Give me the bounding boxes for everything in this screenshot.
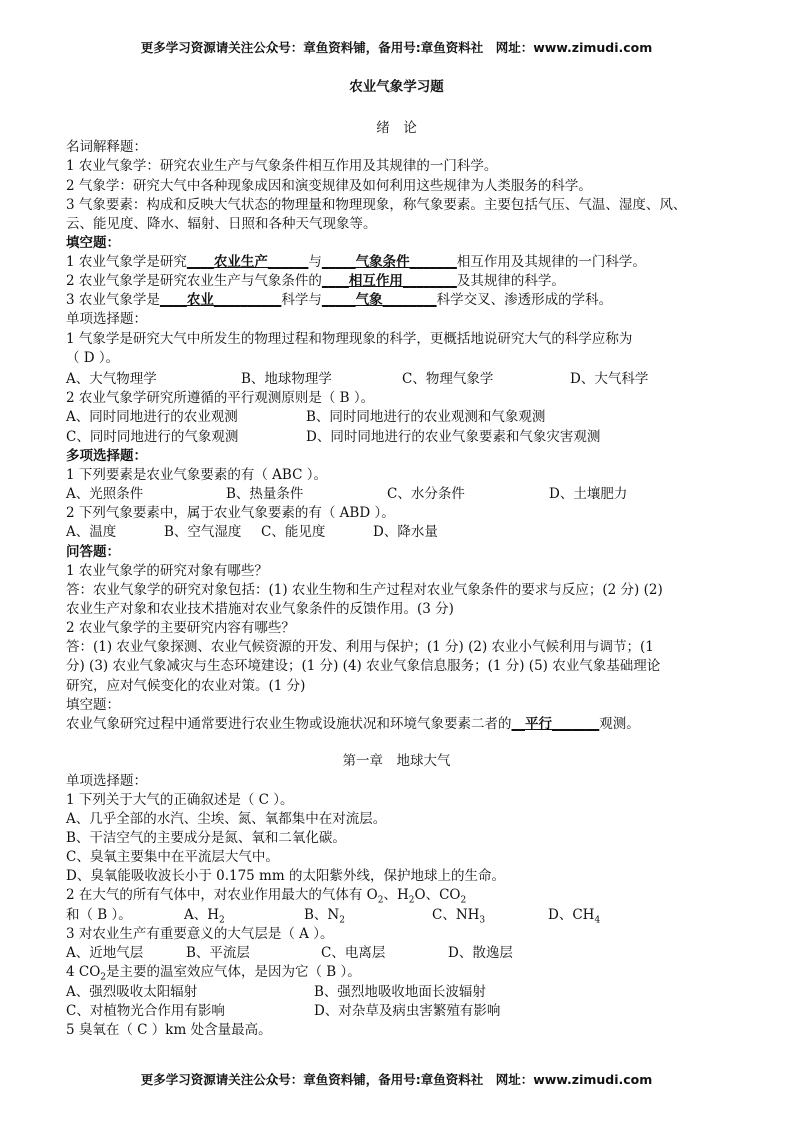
option-d: D、同时同地进行的农业气象要素和气象灾害观测 [306,429,601,445]
option-a-sub: 2 [219,915,225,926]
ch1-question-3: 3 对农业生产有重要意义的大气层是（ A ）。 [66,926,334,942]
single-1-line-2: （ D ）。 [66,350,120,366]
ch1-q4-text: 是主要的温室效应气体，是因为它（ B ）。 [106,964,361,980]
fill-question-2 [66,272,753,291]
fill-1-mid: 与 [308,254,322,270]
multi-2-options [66,523,753,542]
fill-1-post: 相互作用及其规律的一门科学。 [456,254,646,270]
ch1-q4-sub: 2 [100,972,107,983]
fill-3-answer-1: ____农业__________ [159,292,282,308]
fill-3-answer-2: _____气象________ [321,292,437,308]
qa-answer-2-line-3: 研究，应对气候变化的农业对策。(1 分) [66,678,306,694]
option-a [184,906,304,925]
option-a: A、大气物理学 [66,371,157,387]
ch1-single-heading: 单项选择题： [66,773,147,789]
fill-question-1 [66,253,753,272]
ch1-q2-sub: 2 [408,895,415,906]
ch1-q1-option-b: B、干洁空气的主要成分是氮、氧和二氧化碳。 [66,830,346,846]
fill2-heading: 填空题： [66,697,120,713]
ch1-question-4 [66,963,753,982]
option-d: D、对杂草及病虫害繁殖有影响 [314,1003,501,1019]
ch1-q2-sub: 2 [460,895,467,906]
option-a: A、近地气层 [66,945,144,961]
ch1-q1-option-a: A、几乎全部的水汽、尘埃、氮、氧都集中在对流层。 [66,811,387,827]
ch1-q2-text: 、H [383,887,409,903]
option-d-sub: 4 [594,915,601,926]
fill-question-3 [66,291,753,310]
option-b [304,906,432,925]
fill-2-post: 及其规律的科学。 [456,273,565,289]
option-a: A、光照条件 [66,486,144,502]
multi-1-options [66,485,753,504]
option-c: C、电离层 [321,945,386,961]
option-c: C、水分条件 [387,486,465,502]
option-b-sub: 2 [339,915,345,926]
option-d-text: D、CH [548,907,595,923]
multi-2: 2 下列气象要素中，属于农业气象要素的有（ ABD ）。 [66,505,395,521]
option-c-sub: 3 [479,915,486,926]
fill-3-mid: 科学与 [281,292,322,308]
section-title-intro: 绪 论 [376,120,417,136]
fill2-pre: 农业气象研究过程中通常要进行农业生物或设施状况和环境气象要素二者的 [66,716,512,732]
option-d: D、土壤肥力 [549,486,628,502]
ch1-q2-options [66,906,753,925]
term-2: 2 气象学：研究大气中各种现象成因和演变规律及如何利用这些规律为人类服务的科学。 [66,178,592,194]
option-d [548,906,600,925]
fill2-question [66,715,753,734]
option-d: D、大气科学 [570,371,649,387]
ch1-q4-options-row-1 [66,983,753,1002]
qa-answer-1-line-2: 农业生产对象和农业技术措施对农业气象条件的反馈作用。(3 分) [66,601,454,617]
ch1-question-5: 5 臭氧在（ C ）km 处含量最高。 [66,1022,272,1038]
single-1-options [66,370,753,389]
option-b: B、同时同地进行的农业观测和气象观测 [306,409,546,425]
qa-answer-2-line-2: 分) (3) 农业气象减灾与生态环境建设；(1 分) (4) 农业气象信息服务；(1 分) (5) 农业气象基础理论 [66,658,661,674]
option-b-text: B、N [304,907,340,923]
terms-heading: 名词解释题： [66,139,147,155]
option-c-text: C、NH [432,907,480,923]
single-2-options-row-1 [66,408,753,427]
ch1-q2-pre: 和（ B ）。 [66,907,132,923]
option-a: A、同时同地进行的农业观测 [66,409,238,425]
ch1-q3-options [66,944,753,963]
document-title: 农业气象学习题 [349,79,444,95]
ch1-q1-option-c: C、臭氧主要集中在平流层大气中。 [66,849,279,865]
ch1-q2-text: O、CO [414,887,461,903]
option-b: B、热量条件 [226,486,304,502]
chapter-1-title: 第一章 地球大气 [342,753,451,769]
option-c [432,906,548,925]
term-3-line-1: 3 气象要素：构成和反映大气状态的物理量和物理现象，称气象要素。主要包括气压、气温、湿度、风、 [66,197,687,213]
term-3-line-2: 云、能见度、降水、辐射、日照和各种天气现象等。 [66,216,377,232]
page-header: 更多学习资源请关注公众号：章鱼资料铺，备用号:章鱼资料社 网址：www.zimudi.com [140,40,653,55]
single-choice-heading: 单项选择题： [66,311,147,327]
single-2-options-row-2 [66,428,753,447]
fill-1-pre: 1 农业气象学是研究 [66,254,187,270]
single-2: 2 农业气象学研究所遵循的平行观测原则是（ B ）。 [66,390,375,406]
fill-2-pre: 2 农业气象学是研究农业生产与气象条件的 [66,273,322,289]
option-c: C、同时同地进行的气象观测 [66,429,239,445]
option-b: B、地球物理学 [241,371,332,387]
qa-heading: 问答题： [66,544,120,560]
qa-answer-2-line-1: 答：(1) 农业气象探测、农业气候资源的开发、利用与保护；(1 分) (2) 农业小气候利用与调节；(1 [66,639,654,655]
single-1-line-1: 1 气象学是研究大气中所发生的物理过程和物理现象的科学，更概括地说研究大气的科学应称为 [66,331,633,347]
term-1: 1 农业气象学：研究农业生产与气象条件相互作用及其规律的一门科学。 [66,158,498,174]
option-a: A、强烈吸收太阳辐射 [66,984,198,1000]
option-a: A、温度 [66,524,117,540]
page-footer: 更多学习资源请关注公众号：章鱼资料铺，备用号:章鱼资料社 网址：www.zimudi.com [140,1072,653,1087]
fill-3-post: 科学交叉、渗透形成的学科。 [436,292,613,308]
option-b: B、空气湿度 [164,524,242,540]
option-c: C、物理气象学 [402,371,494,387]
option-b: B、强烈地吸收地面长波辐射 [314,984,486,1000]
qa-question-2: 2 农业气象学的主要研究内容有哪些？ [66,620,295,636]
fill-3-pre: 3 农业气象学是 [66,292,160,308]
multi-choice-heading: 多项选择题： [66,448,147,464]
ch1-q4-text: 4 CO [66,964,101,980]
option-c: C、对植物光合作用有影响 [66,1003,225,1019]
multi-1: 1 下列要素是农业气象要素的有（ ABC ）。 [66,467,327,483]
ch1-q4-options-row-2 [66,1002,753,1021]
fill-2-answer: ____相互作用________ [321,273,457,289]
qa-answer-1-line-1: 答：农业气象学的研究对象包括：(1) 农业生物和生产过程对农业气象条件的要求与反应；(2 分) (2) [66,582,663,598]
fill-heading: 填空题： [66,235,120,251]
option-b: B、平流层 [186,945,250,961]
option-d: D、散逸层 [448,945,513,961]
ch1-q2-sub: 2 [377,895,384,906]
ch1-question-2 [66,886,753,905]
fill2-post: 观测。 [599,716,640,732]
option-d: D、降水量 [373,524,438,540]
fill2-answer: __平行_______ [511,716,600,732]
fill-1-answer-1: ____农业生产______ [186,254,309,270]
ch1-question-1: 1 下列关于大气的正确叙述是（ C ）。 [66,792,294,808]
option-c: C、能见度 [261,524,326,540]
ch1-q2-text: 2 在大气的所有气体中，对农业作用最大的气体有 O [66,887,378,903]
ch1-q1-option-d: D、臭氧能吸收波长小于 0.175 mm 的太阳紫外线，保护地球上的生命。 [66,868,505,884]
qa-question-1: 1 农业气象学的研究对象有哪些？ [66,563,268,579]
fill-1-answer-2: _____气象条件_______ [321,254,457,270]
option-a-text: A、H [184,907,220,923]
